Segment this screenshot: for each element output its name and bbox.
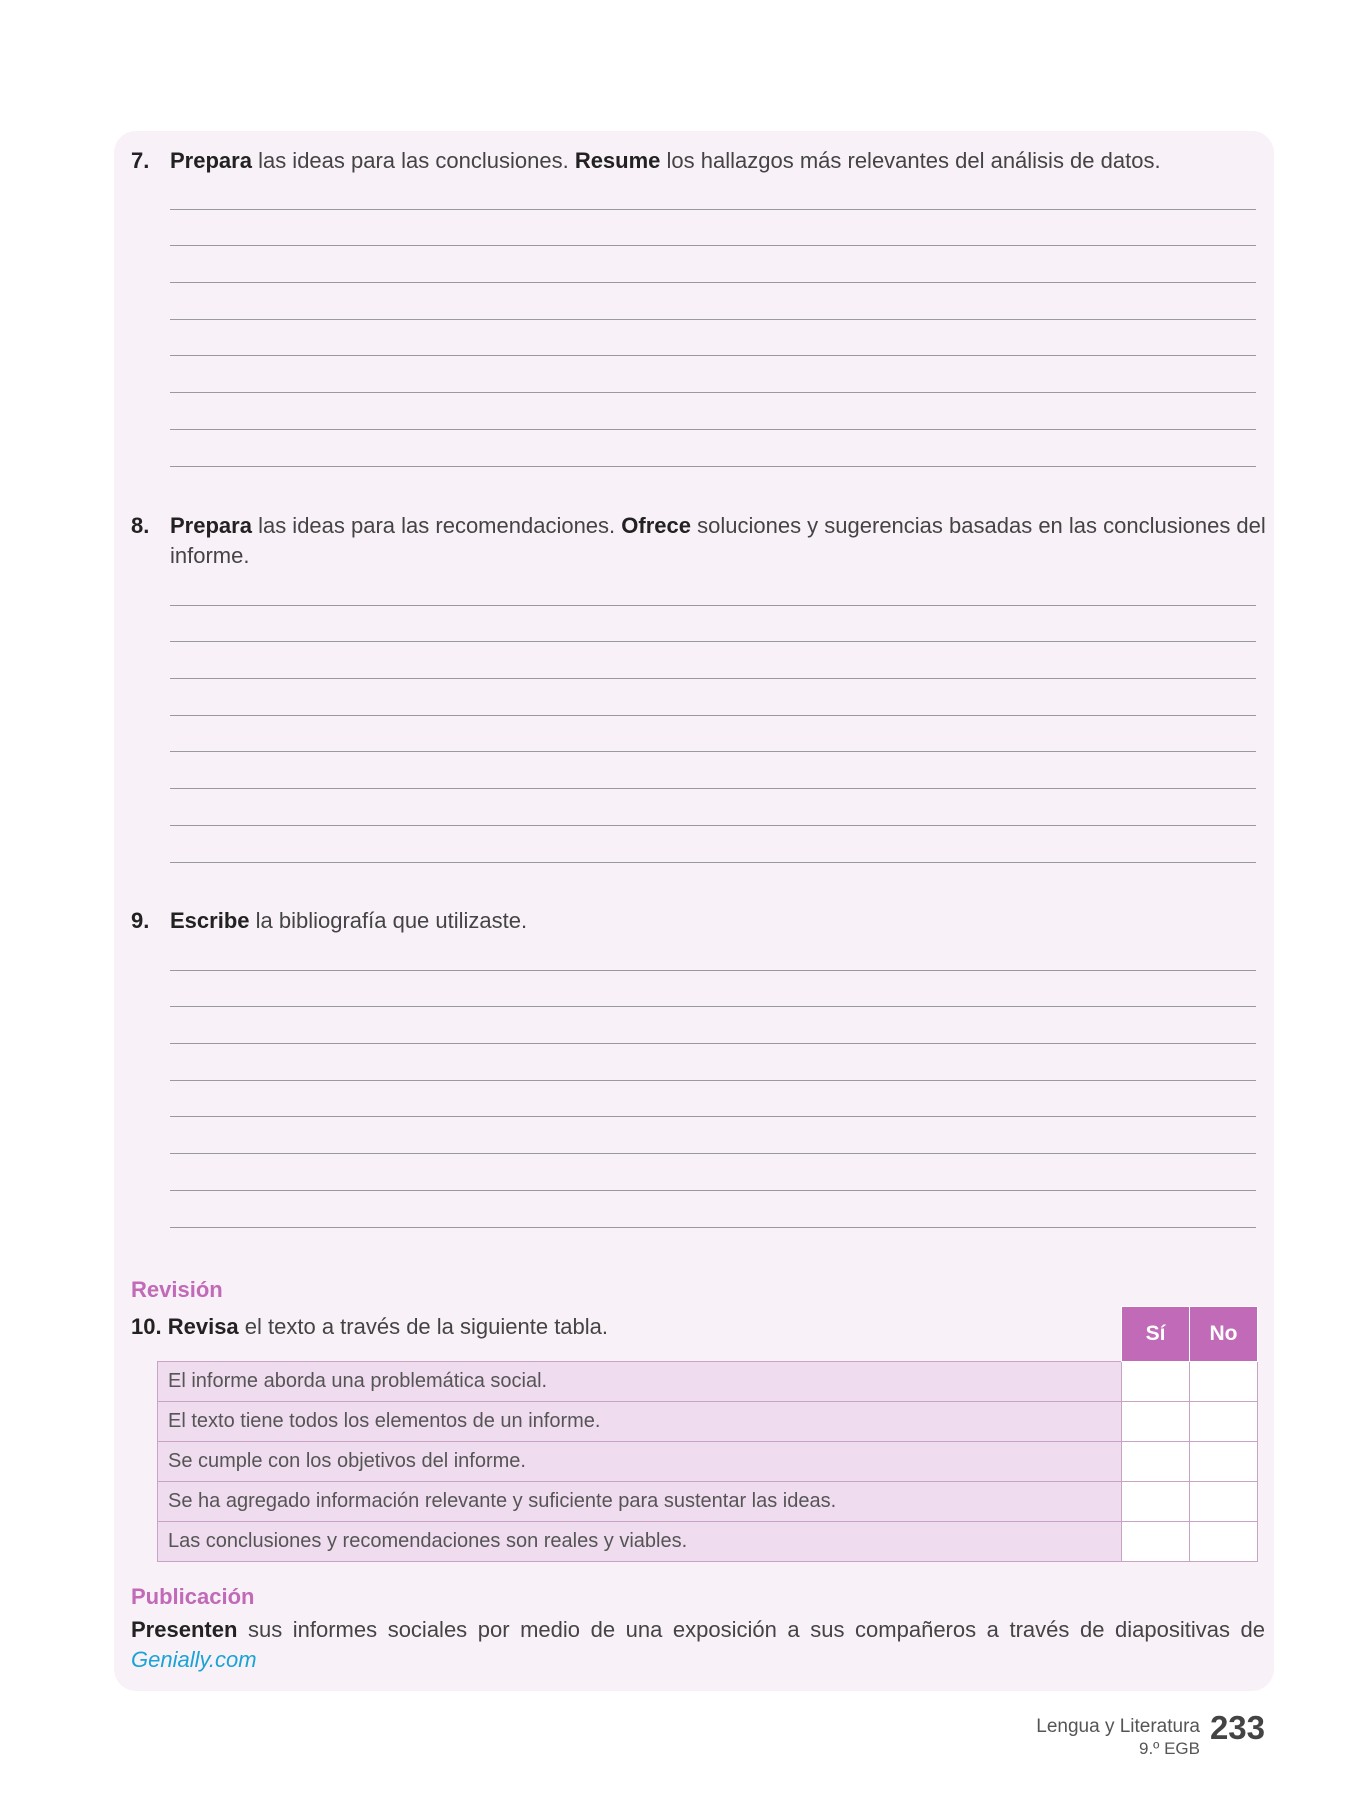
answer-line[interactable] [170,210,1256,247]
yes-checkbox[interactable] [1122,1362,1190,1402]
answer-line[interactable] [170,1007,1256,1044]
question-number: 9. [131,908,150,933]
question-verb: Ofrece [621,513,691,538]
question-number: 8. [131,513,150,538]
answer-line[interactable] [170,934,1256,971]
question-number: 10. [131,1314,162,1339]
question-text: los hallazgos más relevantes del análisis de datos. [660,148,1161,173]
header-yes: Sí [1122,1307,1190,1362]
question-verb: Prepara [170,513,252,538]
answer-line[interactable] [170,430,1256,467]
answer-line[interactable] [170,320,1256,357]
review-table [157,1306,1258,1562]
question-8 [131,511,1271,571]
criterion-text: El texto tiene todos los elementos de un informe. [158,1402,1122,1442]
yes-checkbox[interactable] [1122,1402,1190,1442]
answer-line[interactable] [170,716,1256,753]
answer-lines-7[interactable] [170,173,1256,467]
table-row [158,1522,1258,1562]
no-checkbox[interactable] [1190,1402,1258,1442]
page-number: 233 [1209,1709,1265,1746]
answer-line[interactable] [170,173,1256,210]
no-checkbox[interactable] [1190,1522,1258,1562]
question-text: las ideas para las recomendaciones. [251,513,622,538]
no-checkbox[interactable] [1190,1482,1258,1522]
answer-line[interactable] [170,569,1256,606]
answer-line[interactable] [170,246,1256,283]
answer-lines-8[interactable] [170,569,1256,863]
no-checkbox[interactable] [1190,1442,1258,1482]
criterion-text: El informe aborda una problemática social. [158,1362,1122,1402]
footer-subject: Lengua y Literatura [1036,1716,1200,1737]
answer-lines-9[interactable] [170,934,1256,1228]
table-row [158,1362,1258,1402]
question-text: soluciones y sugerencias basadas en las conclusiones del informe. [170,513,1266,568]
criterion-text: Las conclusiones y recomendaciones son reales y viables. [158,1522,1122,1562]
table-header-blank [158,1307,1122,1362]
question-text: las ideas para las conclusiones. [251,148,575,173]
question-text: el texto a través de la siguiente tabla. [238,1314,609,1339]
answer-line[interactable] [170,283,1256,320]
criterion-text: Se ha agregado información relevante y suficiente para sustentar las ideas. [158,1482,1122,1522]
question-text: la bibliografía que utilizaste. [249,908,528,933]
question-9 [131,906,1271,936]
question-7 [131,146,1271,176]
yes-checkbox[interactable] [1122,1442,1190,1482]
table-row [158,1482,1258,1522]
answer-line[interactable] [170,606,1256,643]
instruction-text: sus informes sociales por medio de una exposición a sus compañeros a través de diapositivas de [237,1617,1265,1642]
answer-line[interactable] [170,1191,1256,1228]
yes-checkbox[interactable] [1122,1482,1190,1522]
question-number: 7. [131,148,150,173]
genially-link[interactable]: Genially.com [131,1647,257,1672]
footer-grade: 9.º EGB [1138,1739,1200,1758]
question-verb: Resume [574,148,661,173]
publicacion-instruction [131,1614,1265,1645]
publicacion-title: Publicación [131,1584,255,1609]
answer-line[interactable] [170,1081,1256,1118]
table-row [158,1442,1258,1482]
answer-line[interactable] [170,1044,1256,1081]
no-checkbox[interactable] [1190,1362,1258,1402]
answer-line[interactable] [170,789,1256,826]
instruction-verb: Presenten [131,1617,238,1642]
answer-line[interactable] [170,971,1256,1008]
yes-checkbox[interactable] [1122,1522,1190,1562]
answer-line[interactable] [170,752,1256,789]
answer-line[interactable] [170,826,1256,863]
answer-line[interactable] [170,679,1256,716]
question-verb: Prepara [170,148,252,173]
question-verb: Revisa [167,1314,239,1339]
answer-line[interactable] [170,1154,1256,1191]
criterion-text: Se cumple con los objetivos del informe. [158,1442,1122,1482]
answer-line[interactable] [170,642,1256,679]
answer-line[interactable] [170,393,1256,430]
table-header-row [158,1307,1258,1362]
answer-line[interactable] [170,1117,1256,1154]
question-verb: Escribe [170,908,250,933]
answer-line[interactable] [170,356,1256,393]
table-row [158,1402,1258,1442]
revision-title: Revisión [131,1277,223,1302]
header-no: No [1190,1307,1258,1362]
